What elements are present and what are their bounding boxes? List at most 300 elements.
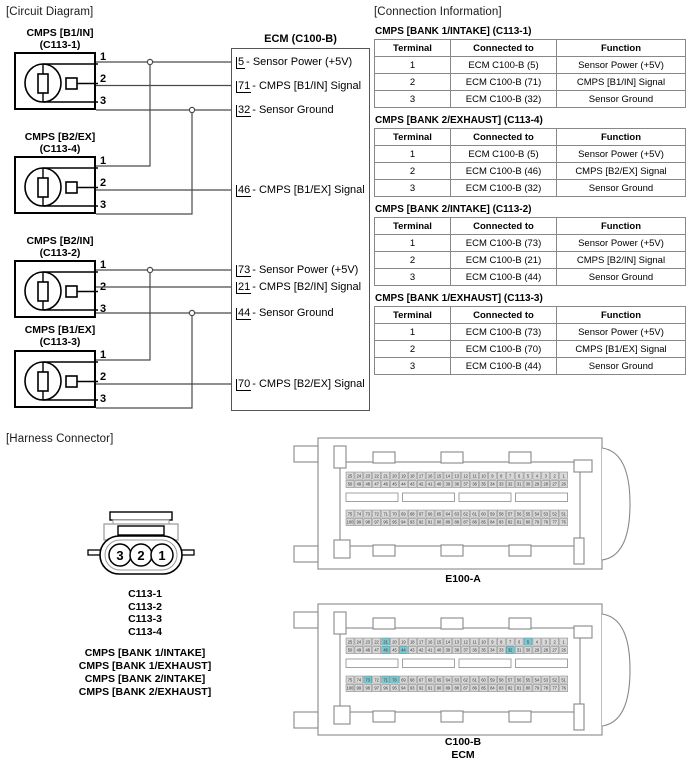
connector-id: (C113-2) <box>39 247 81 259</box>
connection-table-c113-4 <box>374 128 686 197</box>
pin-label-4: 4 <box>535 473 539 479</box>
cell-function: Sensor Ground <box>557 180 686 197</box>
pin-label-8: 8 <box>500 639 503 645</box>
pin-label-65: 65 <box>436 511 442 517</box>
pin-label-57: 57 <box>507 677 513 683</box>
pin-number-c113-4-3: 3 <box>100 199 107 211</box>
pin-label-24: 24 <box>356 639 362 645</box>
pin-label-95: 95 <box>392 519 397 525</box>
harness-name-3: CMPS [BANK 2/EXHAUST] <box>78 686 212 698</box>
pin-label-64: 64 <box>445 677 451 683</box>
pin-label-92: 92 <box>418 519 424 525</box>
circuit-diagram <box>0 0 372 425</box>
pin-label-45: 45 <box>392 647 397 653</box>
pin-label-30: 30 <box>525 481 531 487</box>
pin-label-1: 1 <box>562 473 565 479</box>
pin-label-79: 79 <box>534 685 540 691</box>
ecm-pin-desc: - CMPS [B2/IN] Signal <box>252 281 362 293</box>
table-row <box>375 57 686 74</box>
pin-label-39: 39 <box>445 481 451 487</box>
pin-label-2: 2 <box>553 473 556 479</box>
cell-function: Sensor Power (+5V) <box>557 57 686 74</box>
ecm-pin-number: 71 <box>238 80 251 92</box>
ecm-box-title: ECM (C100-B) <box>264 33 337 45</box>
pin-label-68: 68 <box>410 511 415 517</box>
pin-label-99: 99 <box>356 685 362 691</box>
pin-label-85: 85 <box>481 519 486 525</box>
table-header-row <box>375 307 686 324</box>
table-header-row <box>375 40 686 57</box>
harness-name-0: CMPS [BANK 1/INTAKE] <box>84 647 206 659</box>
connection-table-c113-2 <box>374 217 686 286</box>
pin-label-71: 71 <box>383 511 388 517</box>
wire-junction-node <box>189 107 194 112</box>
pin-label-84: 84 <box>490 519 495 525</box>
ecm-connector-caption-c100-b <box>283 736 643 761</box>
pin-label-3: 3 <box>544 639 547 645</box>
ecm-pin-desc: - Sensor Power (+5V) <box>252 264 359 276</box>
pin-label-7: 7 <box>509 473 512 479</box>
connector-id: (C113-1) <box>39 39 81 51</box>
ecm-pin-number: 70 <box>238 378 251 390</box>
pin-label-6: 6 <box>517 473 521 479</box>
pin-label-98: 98 <box>365 685 371 691</box>
pin-label-35: 35 <box>481 647 486 653</box>
pin-label-97: 97 <box>374 685 379 691</box>
pin-label-16: 16 <box>427 473 433 479</box>
pin-label-83: 83 <box>499 685 504 691</box>
pin-label-15: 15 <box>436 639 442 645</box>
table-row <box>375 163 686 180</box>
cell-function: CMPS [B2/IN] Signal <box>557 252 686 269</box>
pin-label-90: 90 <box>436 519 442 525</box>
pin-label-47: 47 <box>374 647 379 653</box>
ecm-pin-5 <box>236 56 352 69</box>
pin-label-69: 69 <box>401 511 406 517</box>
pin-number-c113-1-1: 1 <box>100 51 107 63</box>
table-row <box>375 324 686 341</box>
pin-label-95: 95 <box>392 685 397 691</box>
th-connected-to: Connected to <box>451 307 557 324</box>
ecm-pin-73 <box>236 264 358 277</box>
pin-label-1: 1 <box>562 639 565 645</box>
pin-number-c113-2-2: 2 <box>100 281 107 293</box>
pin-label-25: 25 <box>347 639 353 645</box>
pin-label-73: 73 <box>365 511 371 517</box>
pin-label-59: 59 <box>490 511 495 517</box>
pin-label-31: 31 <box>516 647 522 653</box>
pin-label-89: 89 <box>445 519 451 525</box>
pin-label-91: 91 <box>427 685 433 691</box>
pin-label-48: 48 <box>365 647 371 653</box>
harness-id-2: C113-3 <box>128 613 162 625</box>
cell-terminal: 1 <box>375 324 451 341</box>
pin-label-81: 81 <box>516 519 522 525</box>
pin-label-93: 93 <box>410 685 415 691</box>
pin-label-82: 82 <box>507 519 513 525</box>
pin-label-66: 66 <box>427 677 433 683</box>
pin-label-9: 9 <box>491 473 494 479</box>
pin-label-21: 21 <box>383 473 388 479</box>
pin-label-43: 43 <box>410 647 415 653</box>
cell-function: CMPS [B1/IN] Signal <box>557 74 686 91</box>
cell-terminal: 3 <box>375 91 451 108</box>
pin-label-46: 46 <box>383 481 388 487</box>
pin-label-53: 53 <box>543 677 549 683</box>
cell-connected-to: ECM C100-B (44) <box>451 358 557 375</box>
ecm-box <box>231 48 370 411</box>
pin-label-28: 28 <box>543 481 549 487</box>
pin-label-75: 75 <box>347 677 353 683</box>
pin-label-33: 33 <box>499 481 504 487</box>
pin-label-11: 11 <box>472 473 477 479</box>
connector-id: (C113-4) <box>39 143 81 155</box>
pin-label-50: 50 <box>347 481 353 487</box>
pin-label-73: 73 <box>365 677 371 683</box>
table-row <box>375 341 686 358</box>
pin-label-13: 13 <box>454 473 460 479</box>
pin-label-67: 67 <box>418 677 424 683</box>
th-connected-to: Connected to <box>451 129 557 146</box>
pin-label-27: 27 <box>552 647 557 653</box>
pin-number-c113-3-2: 2 <box>100 371 107 383</box>
terminal-number-1: 1 <box>158 548 166 563</box>
cell-connected-to: ECM C100-B (44) <box>451 269 557 286</box>
caption-text: E100-A <box>445 573 481 585</box>
pin-label-36: 36 <box>472 647 477 653</box>
pin-label-29: 29 <box>534 647 540 653</box>
ecm-pin-desc: - Sensor Ground <box>252 104 334 116</box>
pin-label-20: 20 <box>392 639 397 645</box>
ecm-connector-e100-a <box>283 434 694 574</box>
ecm-pin-32 <box>236 104 334 117</box>
pin-label-87: 87 <box>463 685 468 691</box>
pin-label-13: 13 <box>454 639 460 645</box>
pin-label-69: 69 <box>401 677 406 683</box>
pin-label-38: 38 <box>454 481 460 487</box>
pin-label-40: 40 <box>436 481 442 487</box>
connector-id: (C113-3) <box>39 336 81 348</box>
cell-connected-to: ECM C100-B (73) <box>451 324 557 341</box>
connection-table-c113-1 <box>374 39 686 108</box>
pin-label-11: 11 <box>472 639 477 645</box>
pin-label-61: 61 <box>472 511 477 517</box>
pin-label-88: 88 <box>454 519 460 525</box>
cell-terminal: 1 <box>375 235 451 252</box>
pin-label-49: 49 <box>356 647 362 653</box>
pin-label-28: 28 <box>543 647 549 653</box>
pin-label-36: 36 <box>472 481 477 487</box>
pin-label-82: 82 <box>507 685 513 691</box>
pin-label-72: 72 <box>374 677 379 683</box>
pin-label-84: 84 <box>490 685 495 691</box>
pin-label-10: 10 <box>481 639 486 645</box>
pin-label-16: 16 <box>427 639 433 645</box>
harness-id-1: C113-2 <box>128 600 162 613</box>
pin-label-35: 35 <box>481 481 486 487</box>
pin-label-42: 42 <box>418 647 424 653</box>
pin-label-94: 94 <box>401 685 406 691</box>
pin-label-71: 71 <box>383 677 388 683</box>
pin-label-60: 60 <box>481 511 486 517</box>
pin-label-75: 75 <box>347 511 353 517</box>
pin-label-22: 22 <box>374 473 379 479</box>
table-row <box>375 146 686 163</box>
pin-label-18: 18 <box>410 639 415 645</box>
pin-label-5: 5 <box>526 639 530 645</box>
cell-function: Sensor Power (+5V) <box>557 146 686 163</box>
pin-label-66: 66 <box>427 511 433 517</box>
ecm-pin-44 <box>236 307 334 320</box>
pin-label-5: 5 <box>526 473 530 479</box>
pin-label-63: 63 <box>454 677 460 683</box>
pin-label-45: 45 <box>392 481 397 487</box>
pin-number-c113-1-3: 3 <box>100 95 107 107</box>
th-terminal: Terminal <box>375 307 451 324</box>
pin-label-47: 47 <box>374 481 379 487</box>
pin-label-14: 14 <box>445 639 451 645</box>
table-row <box>375 269 686 286</box>
th-function: Function <box>557 40 686 57</box>
pin-label-3: 3 <box>544 473 547 479</box>
pin-label-42: 42 <box>418 481 424 487</box>
connector-name: CMPS [B2/IN] <box>26 235 94 247</box>
pin-label-38: 38 <box>454 647 460 653</box>
pin-label-58: 58 <box>499 511 504 517</box>
table-row <box>375 91 686 108</box>
pin-label-7: 7 <box>509 639 512 645</box>
pin-label-58: 58 <box>499 677 504 683</box>
table-row <box>375 180 686 197</box>
ecm-pin-desc: - CMPS [B2/EX] Signal <box>252 378 365 390</box>
ecm-pin-71 <box>236 80 361 93</box>
pin-label-31: 31 <box>516 481 522 487</box>
pin-label-94: 94 <box>401 519 406 525</box>
ecm-pin-desc: - Sensor Ground <box>252 307 334 319</box>
pin-label-46: 46 <box>383 647 388 653</box>
pin-label-20: 20 <box>392 473 397 479</box>
pin-label-77: 77 <box>552 519 557 525</box>
table-row <box>375 74 686 91</box>
pin-label-88: 88 <box>454 685 460 691</box>
pin-label-44: 44 <box>401 647 406 653</box>
cell-function: Sensor Ground <box>557 91 686 108</box>
pin-label-8: 8 <box>500 473 503 479</box>
cell-terminal: 3 <box>375 180 451 197</box>
pin-label-33: 33 <box>499 647 504 653</box>
circuit-diagram-section-title: [Circuit Diagram] <box>6 6 94 18</box>
terminal-number-3: 3 <box>116 548 124 563</box>
pin-label-72: 72 <box>374 511 379 517</box>
pin-label-52: 52 <box>552 511 557 517</box>
pin-label-40: 40 <box>436 647 442 653</box>
pin-number-c113-3-3: 3 <box>100 393 107 405</box>
pin-label-24: 24 <box>356 473 362 479</box>
cell-terminal: 3 <box>375 269 451 286</box>
pin-label-34: 34 <box>490 647 495 653</box>
pin-label-25: 25 <box>347 473 353 479</box>
harness-connector-names <box>0 647 290 699</box>
ecm-pin-desc: - CMPS [B1/IN] Signal <box>252 80 362 92</box>
cell-connected-to: ECM C100-B (46) <box>451 163 557 180</box>
pin-label-96: 96 <box>383 519 388 525</box>
table-caption-c113-1: CMPS [BANK 1/INTAKE] (C113-1) <box>375 26 532 37</box>
harness-id-3: C113-4 <box>128 625 162 638</box>
cell-connected-to: ECM C100-B (32) <box>451 91 557 108</box>
ecm-pin-number: 21 <box>238 281 251 293</box>
cell-terminal: 2 <box>375 341 451 358</box>
pin-number-c113-3-1: 1 <box>100 349 107 361</box>
table-row <box>375 358 686 375</box>
pin-label-99: 99 <box>356 519 362 525</box>
pin-label-78: 78 <box>543 685 549 691</box>
cell-connected-to: ECM C100-B (21) <box>451 252 557 269</box>
caption-text: C100-B <box>444 736 482 748</box>
cell-function: Sensor Power (+5V) <box>557 324 686 341</box>
pin-label-19: 19 <box>401 639 406 645</box>
pin-label-19: 19 <box>401 473 406 479</box>
pin-number-c113-1-2: 2 <box>100 73 107 85</box>
connection-information-section-title: [Connection Information] <box>374 6 502 18</box>
cell-terminal: 1 <box>375 57 451 74</box>
ecm-pin-number: 46 <box>238 184 251 196</box>
pin-label-26: 26 <box>561 647 566 653</box>
pin-label-67: 67 <box>418 511 424 517</box>
pin-label-48: 48 <box>365 481 371 487</box>
pin-label-83: 83 <box>499 519 504 525</box>
th-connected-to: Connected to <box>451 40 557 57</box>
cell-terminal: 1 <box>375 146 451 163</box>
cell-function: Sensor Power (+5V) <box>557 235 686 252</box>
pin-label-85: 85 <box>481 685 486 691</box>
pin-label-80: 80 <box>525 685 531 691</box>
harness-name-1: CMPS [BANK 1/EXHAUST] <box>78 660 212 672</box>
pin-label-100: 100 <box>346 519 354 525</box>
pin-label-86: 86 <box>472 519 477 525</box>
cell-connected-to: ECM C100-B (71) <box>451 74 557 91</box>
pin-label-51: 51 <box>561 511 566 517</box>
pin-label-34: 34 <box>490 481 495 487</box>
connector-name: CMPS [B2/EX] <box>24 131 96 143</box>
pin-label-53: 53 <box>543 511 549 517</box>
pin-label-74: 74 <box>356 677 362 683</box>
cell-connected-to: ECM C100-B (5) <box>451 146 557 163</box>
pin-label-76: 76 <box>561 685 566 691</box>
caption-subtext: ECM <box>451 748 475 761</box>
pin-label-64: 64 <box>445 511 451 517</box>
wire-junction-node <box>189 310 194 315</box>
pin-label-21: 21 <box>383 639 388 645</box>
cell-terminal: 2 <box>375 252 451 269</box>
pin-number-c113-4-2: 2 <box>100 177 107 189</box>
pin-label-62: 62 <box>463 511 468 517</box>
cell-function: Sensor Ground <box>557 269 686 286</box>
th-terminal: Terminal <box>375 218 451 235</box>
th-function: Function <box>557 129 686 146</box>
ecm-pin-desc: - CMPS [B1/EX] Signal <box>252 184 365 196</box>
cell-connected-to: ECM C100-B (32) <box>451 180 557 197</box>
th-connected-to: Connected to <box>451 218 557 235</box>
pin-number-c113-2-1: 1 <box>100 259 107 271</box>
pin-label-43: 43 <box>410 481 415 487</box>
pin-label-44: 44 <box>401 481 406 487</box>
pin-label-50: 50 <box>347 647 353 653</box>
cell-function: Sensor Ground <box>557 358 686 375</box>
pin-label-23: 23 <box>365 639 371 645</box>
harness-connector-section-title: [Harness Connector] <box>6 433 114 445</box>
pin-label-87: 87 <box>463 519 468 525</box>
cell-connected-to: ECM C100-B (70) <box>451 341 557 358</box>
pin-label-6: 6 <box>517 639 521 645</box>
pin-label-74: 74 <box>356 511 362 517</box>
pin-label-15: 15 <box>436 473 442 479</box>
harness-connector-drawing <box>86 510 198 582</box>
pin-label-96: 96 <box>383 685 388 691</box>
ecm-pin-21 <box>236 281 361 294</box>
pin-label-9: 9 <box>491 639 494 645</box>
pin-label-10: 10 <box>481 473 486 479</box>
pin-label-89: 89 <box>445 685 451 691</box>
cell-connected-to: ECM C100-B (73) <box>451 235 557 252</box>
wire-junction-node <box>147 59 152 64</box>
pin-label-17: 17 <box>418 639 424 645</box>
pin-label-62: 62 <box>463 677 468 683</box>
ecm-pin-70 <box>236 378 365 391</box>
pin-number-c113-2-3: 3 <box>100 303 107 315</box>
pin-label-32: 32 <box>507 647 513 653</box>
pin-label-97: 97 <box>374 519 379 525</box>
table-header-row <box>375 218 686 235</box>
connection-information-tables <box>374 26 694 382</box>
table-caption-c113-3: CMPS [BANK 1/EXHAUST] (C113-3) <box>375 293 543 304</box>
pin-label-37: 37 <box>463 481 468 487</box>
pin-label-22: 22 <box>374 639 379 645</box>
cell-terminal: 2 <box>375 163 451 180</box>
harness-connector-ids <box>0 588 290 638</box>
pin-label-86: 86 <box>472 685 477 691</box>
th-function: Function <box>557 218 686 235</box>
ecm-pin-number: 44 <box>238 307 251 319</box>
pin-label-63: 63 <box>454 511 460 517</box>
pin-label-12: 12 <box>463 639 468 645</box>
connection-table-c113-3 <box>374 306 686 375</box>
pin-label-81: 81 <box>516 685 522 691</box>
pin-label-4: 4 <box>535 639 539 645</box>
pin-label-80: 80 <box>525 519 531 525</box>
harness-name-2: CMPS [BANK 2/INTAKE] <box>84 673 206 685</box>
pin-label-41: 41 <box>427 481 433 487</box>
pin-label-23: 23 <box>365 473 371 479</box>
table-caption-c113-4: CMPS [BANK 2/EXHAUST] (C113-4) <box>375 115 543 126</box>
ecm-pin-number: 73 <box>238 264 251 276</box>
pin-label-59: 59 <box>490 677 495 683</box>
harness-id-0: C113-1 <box>128 588 162 600</box>
cell-function: CMPS [B1/EX] Signal <box>557 341 686 358</box>
connector-name: CMPS [B1/EX] <box>24 324 96 336</box>
pin-label-27: 27 <box>552 481 557 487</box>
pin-label-51: 51 <box>561 677 566 683</box>
pin-label-77: 77 <box>552 685 557 691</box>
pin-label-56: 56 <box>516 511 522 517</box>
ecm-pin-desc: - Sensor Power (+5V) <box>246 56 353 68</box>
pin-label-39: 39 <box>445 647 451 653</box>
pin-label-2: 2 <box>553 639 556 645</box>
connector-name: CMPS [B1/IN] <box>26 27 94 39</box>
pin-label-70: 70 <box>392 511 397 517</box>
pin-label-56: 56 <box>516 677 522 683</box>
pin-label-30: 30 <box>525 647 531 653</box>
pin-label-54: 54 <box>534 511 540 517</box>
